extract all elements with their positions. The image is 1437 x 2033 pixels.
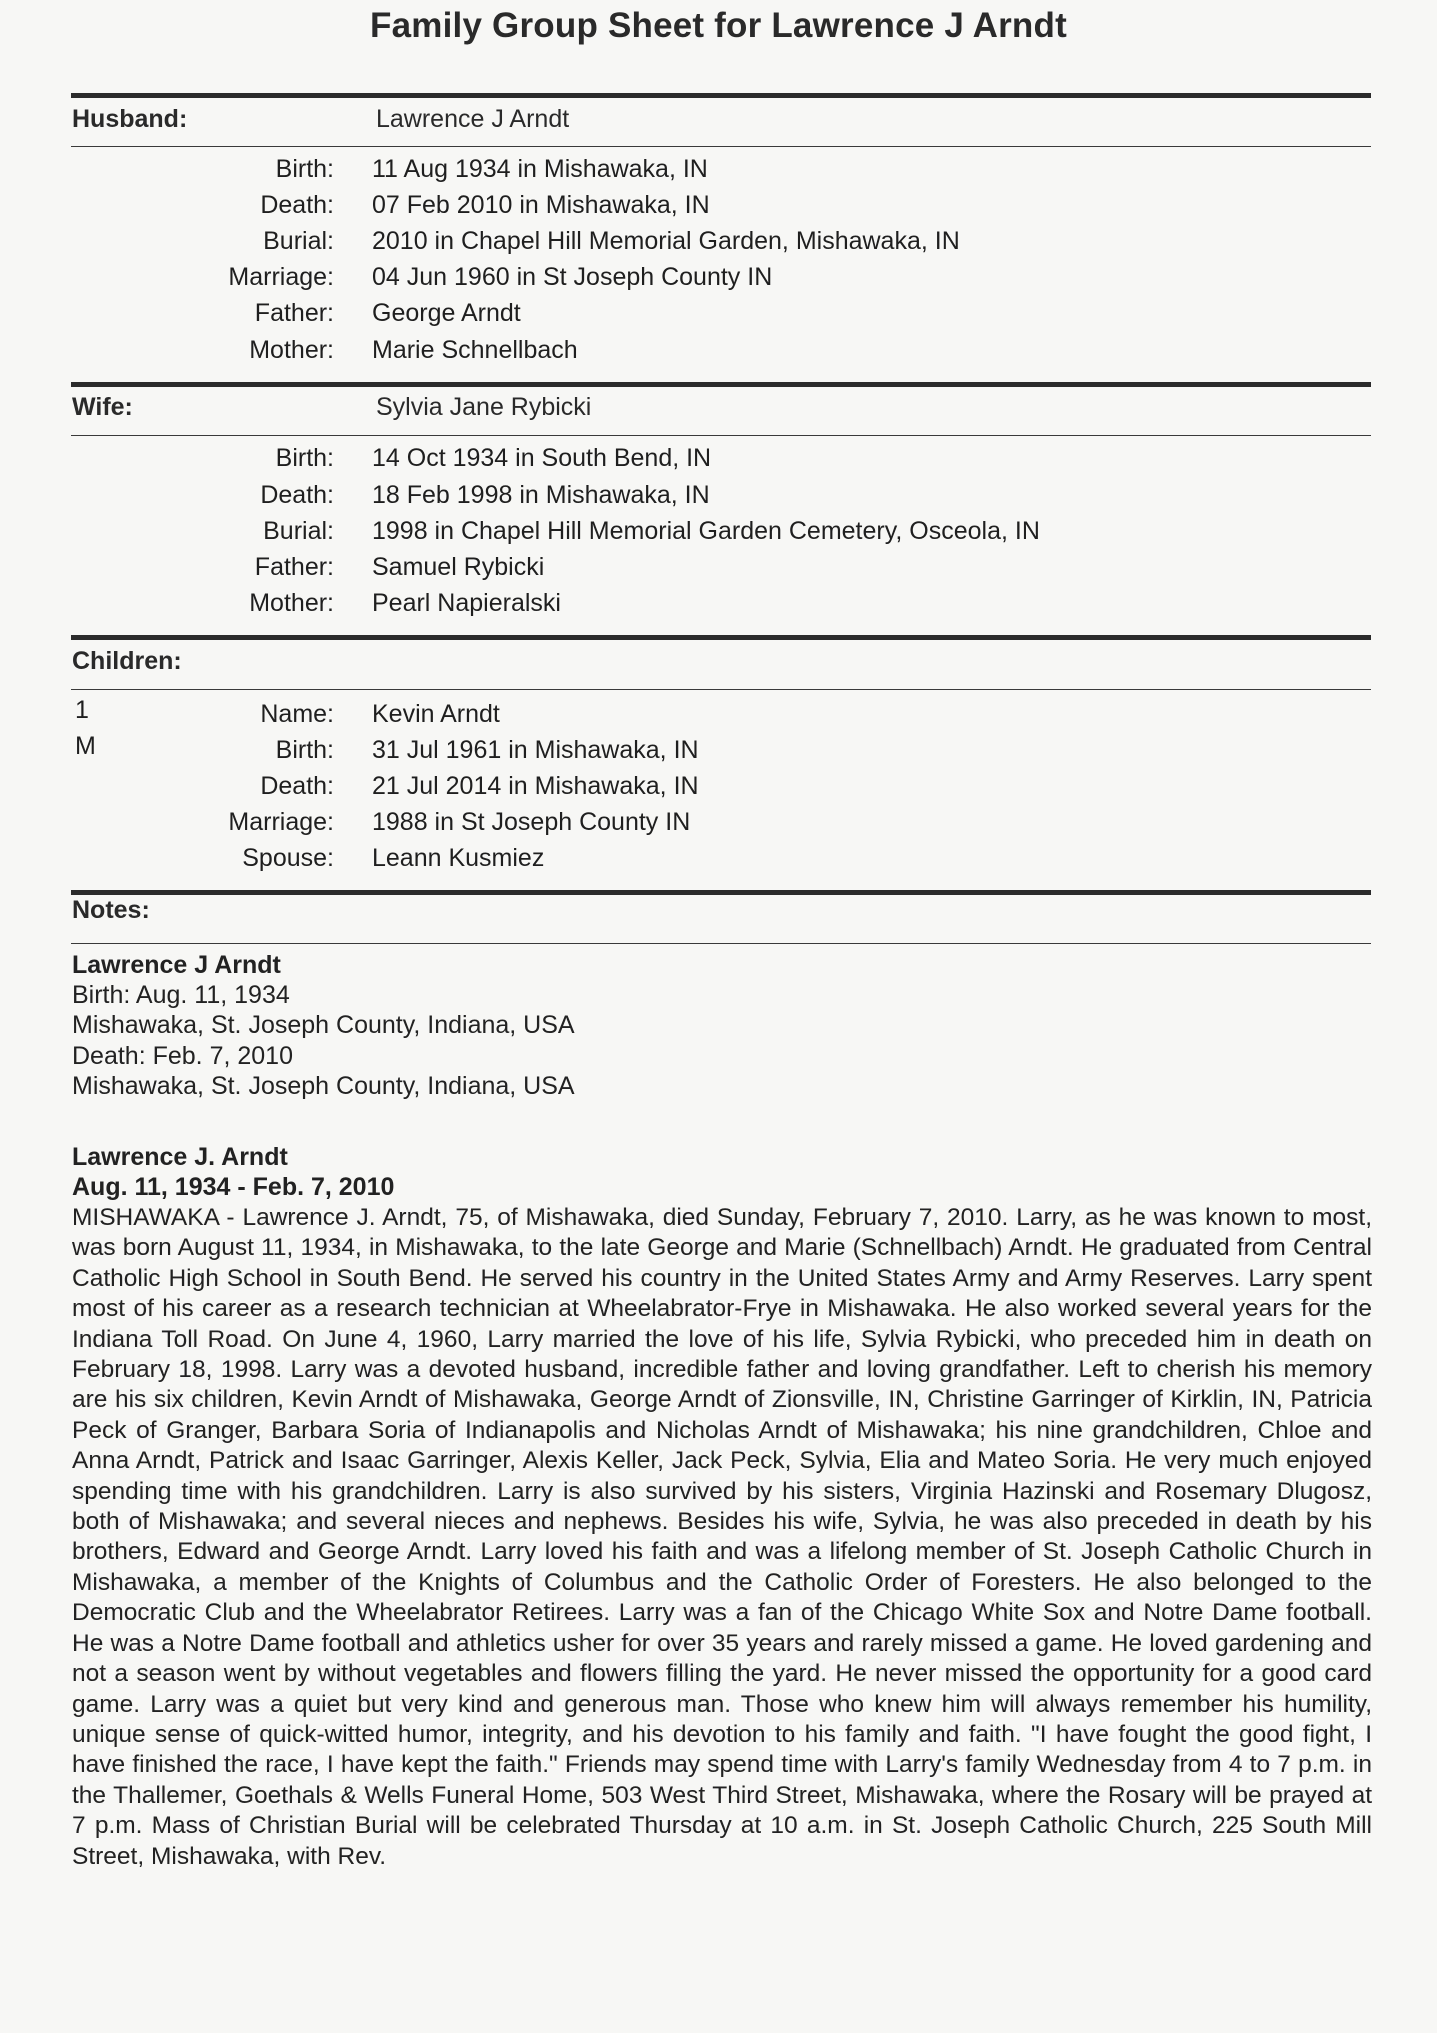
field-label: Birth: — [275, 155, 334, 183]
field-label: Death: — [260, 481, 334, 509]
notes-line: Death: Feb. 7, 2010 — [72, 1041, 293, 1070]
field-label: Father: — [254, 299, 334, 327]
section-divider — [71, 943, 1371, 944]
child-row-birth — [0, 736, 1437, 772]
wife-row-death — [0, 481, 1437, 517]
field-value: 18 Feb 1998 in Mishawaka, IN — [372, 481, 710, 509]
husband-row-mother — [0, 336, 1437, 372]
field-value: 14 Oct 1934 in South Bend, IN — [372, 444, 712, 472]
husband-label: Husband: — [72, 105, 188, 133]
notes-label: Notes: — [72, 896, 150, 924]
field-label: Birth: — [275, 444, 334, 472]
notes-line: Mishawaka, St. Joseph County, Indiana, USA — [72, 1071, 575, 1100]
child-row-name — [0, 700, 1437, 736]
field-label: Spouse: — [242, 844, 334, 872]
section-rule — [71, 890, 1371, 895]
wife-name: Sylvia Jane Rybicki — [376, 393, 592, 421]
field-label: Marriage: — [228, 263, 334, 291]
field-value: Leann Kusmiez — [372, 844, 545, 872]
notes-heading: Lawrence J Arndt — [72, 951, 281, 979]
section-divider — [71, 146, 1371, 147]
field-label: Marriage: — [228, 808, 334, 836]
wife-row-birth — [0, 444, 1437, 480]
wife-label: Wife: — [72, 393, 133, 421]
husband-row-marriage — [0, 263, 1437, 299]
obituary-dates: Aug. 11, 1934 - Feb. 7, 2010 — [72, 1173, 395, 1202]
child-row-spouse — [0, 844, 1437, 880]
husband-name: Lawrence J Arndt — [376, 105, 570, 133]
field-value: 1988 in St Joseph County IN — [372, 808, 691, 836]
field-value: George Arndt — [372, 299, 521, 327]
field-label: Father: — [254, 553, 334, 581]
notes-block-obituary-header — [72, 1142, 1372, 1202]
wife-row-father — [0, 553, 1437, 589]
field-value: 07 Feb 2010 in Mishawaka, IN — [372, 191, 710, 219]
field-label: Name: — [260, 700, 334, 728]
obituary-heading: Lawrence J. Arndt — [72, 1143, 288, 1171]
wife-row-mother — [0, 589, 1437, 625]
section-rule — [71, 93, 1371, 98]
field-value: 21 Jul 2014 in Mishawaka, IN — [372, 772, 699, 800]
child-row-death — [0, 772, 1437, 808]
child-sex: M — [75, 732, 96, 760]
field-value: 04 Jun 1960 in St Joseph County IN — [372, 263, 773, 291]
wife-row-burial — [0, 517, 1437, 553]
children-label: Children: — [72, 647, 182, 675]
page-title: Family Group Sheet for Lawrence J Arndt — [370, 6, 1067, 45]
notes-line: Mishawaka, St. Joseph County, Indiana, USA — [72, 1011, 575, 1040]
notes-line: Birth: Aug. 11, 1934 — [72, 981, 290, 1010]
field-label: Birth: — [275, 736, 334, 764]
field-label: Mother: — [249, 336, 334, 364]
husband-row-death — [0, 191, 1437, 227]
field-value: 31 Jul 1961 in Mishawaka, IN — [372, 736, 699, 764]
obituary-text: MISHAWAKA - Lawrence J. Arndt, 75, of Mishawaka, died Sunday, February 7, 2010. Larry, as he was known to most, was born August 11, 1934, in Mishawaka, to the late George and Marie (Schnellbach) Arndt. He graduated from Central Catholic High School in South Bend. He served his country in the United States Army and Army Reserves. Larry spent most of his career as a research technician at Wheelabrator-Frye in Mishawaka. He also worked several years for the Indiana Toll Road. On June 4, 1960, Larry married the love of his life, Sylvia Rybicki, who preceded him in death on February 18, 1998. Larry was a devoted husband, incredible father and loving grandfather. Left to cherish his memory are his six children, Kevin Arndt of Mishawaka, George Arndt of Zionsville, IN, Christine Garringer of Kirklin, IN, Patricia Peck of Granger, Barbara Soria of Indianapolis and Nicholas Arndt of Mishawaka; his nine grandchildren, Chloe and Anna Arndt, Patrick and Isaac Garringer, Alexis Keller, Jack Peck, Sylvia, Elia and Mateo Soria. He very much enjoyed spending time with his grandchildren. Larry is also survived by his sisters, Virginia Hazinski and Rosemary Dlugosz, both of Mishawaka; and several nieces and nephews. Besides his wife, Sylvia, he was also preceded in death by his brothers, Edward and George Arndt. Larry loved his faith and was a lifelong member of St. Joseph Catholic Church in Mishawaka, a member of the Knights of Columbus and the Catholic Order of Foresters. He also belonged to the Democratic Club and the Wheelabrator Retirees. Larry was a fan of the Chicago White Sox and Notre Dame football. He was a Notre Dame football and athletics usher for over 35 years and rarely missed a game. He loved gardening and not a season went by without vegetables and flowers filling the yard. He never missed the opportunity for a good card game. Larry was a quiet but very kind and generous man. Those who knew him will always remember his humility, unique sense of quick-witted humor, integrity, and his devotion to his family and faith. "I have fought the good fight, I have finished the race, I have kept the faith." Friends may spend time with Larry's family Wednesday from 4 to 7 p.m. in the Thallemer, Goethals & Wells Funeral Home, 503 West Third Street, Mishawaka, where the Rosary will be prayed at 7 p.m. Mass of Christian Burial will be celebrated Thursday at 10 a.m. in St. Joseph Catholic Church, 225 South Mill Street, Mishawaka, with Rev. — [72, 1204, 1372, 1870]
field-value: Samuel Rybicki — [372, 553, 545, 581]
field-label: Mother: — [249, 589, 334, 617]
field-value: Marie Schnellbach — [372, 336, 578, 364]
child-row-marriage — [0, 808, 1437, 844]
husband-row-birth — [0, 155, 1437, 191]
field-value: Pearl Napieralski — [372, 589, 561, 617]
husband-row-burial — [0, 227, 1437, 263]
child-number: 1 — [75, 696, 89, 724]
field-value: Kevin Arndt — [372, 700, 500, 728]
section-divider — [71, 435, 1371, 436]
section-rule — [71, 382, 1371, 387]
field-label: Burial: — [263, 227, 334, 255]
field-value: 1998 in Chapel Hill Memorial Garden Cemetery, Osceola, IN — [372, 517, 1040, 545]
notes-block-vitals — [72, 950, 1372, 1101]
field-label: Burial: — [263, 517, 334, 545]
field-label: Death: — [260, 772, 334, 800]
field-value: 11 Aug 1934 in Mishawaka, IN — [372, 155, 708, 183]
field-label: Death: — [260, 191, 334, 219]
husband-row-father — [0, 299, 1437, 335]
field-value: 2010 in Chapel Hill Memorial Garden, Mishawaka, IN — [372, 227, 960, 255]
section-rule — [71, 635, 1371, 640]
section-divider — [71, 689, 1371, 690]
